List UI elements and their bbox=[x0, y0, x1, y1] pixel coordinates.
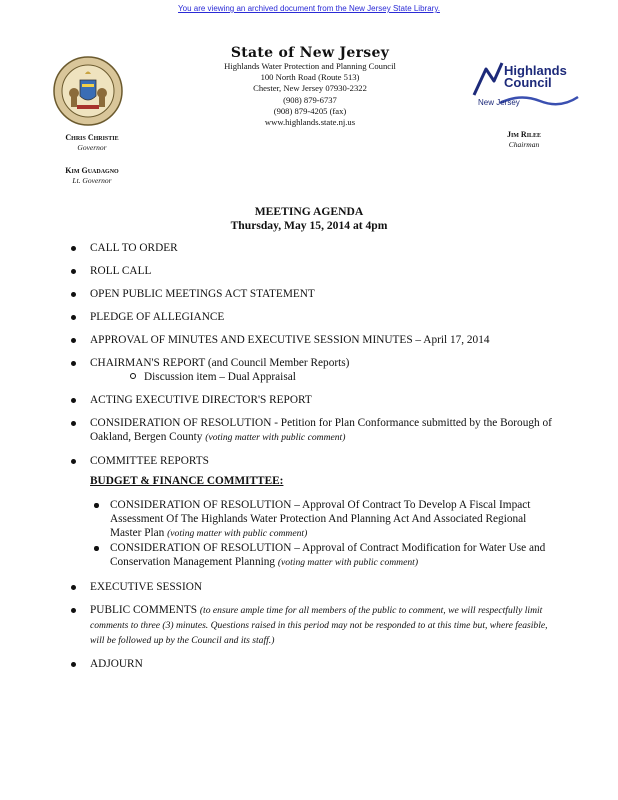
agenda-item bbox=[66, 264, 556, 278]
agenda-title: MEETING AGENDA bbox=[254, 205, 364, 218]
agenda-item-text: ROLL CALL bbox=[90, 265, 152, 277]
agenda-item bbox=[66, 356, 556, 384]
bullet-icon bbox=[71, 662, 76, 667]
agenda-item bbox=[66, 393, 556, 407]
bullet-icon bbox=[71, 292, 76, 297]
agenda-list bbox=[66, 241, 556, 680]
bullet-icon bbox=[71, 459, 76, 464]
sub-item-text: Discussion item – Dual Appraisal bbox=[144, 371, 296, 383]
sub-item bbox=[90, 541, 556, 570]
lt-governor-name: Kim Guadagno bbox=[65, 166, 119, 175]
agenda-item-text: CONSIDERATION OF RESOLUTION - Petition for Plan Conformance submitted by the Borough of Oakland, Bergen County bbox=[90, 417, 552, 443]
sub-item bbox=[90, 370, 556, 384]
chairman-block bbox=[484, 130, 564, 150]
bullet-icon bbox=[71, 398, 76, 403]
agenda-item bbox=[66, 416, 556, 445]
bullet-icon bbox=[71, 315, 76, 320]
voting-note: (voting matter with public comment) bbox=[205, 432, 346, 443]
agenda-item-text: ACTING EXECUTIVE DIRECTOR'S REPORT bbox=[90, 394, 312, 406]
bullet-icon bbox=[71, 608, 76, 613]
budget-finance-heading: BUDGET & FINANCE COMMITTEE: bbox=[90, 475, 284, 487]
agenda-heading bbox=[0, 205, 618, 232]
bullet-icon bbox=[71, 269, 76, 274]
sub-item-text: CONSIDERATION OF RESOLUTION – Approval Of Contract To Develop A Fiscal Impact Assessment Of The Highlands Water Protection And Planning Act And Associated Regional Master Plan bbox=[110, 499, 531, 539]
agenda-item bbox=[66, 287, 556, 301]
agenda-item bbox=[66, 580, 556, 594]
logo-line-2: Council bbox=[504, 75, 552, 90]
logo-subtitle: New Jersey bbox=[478, 98, 520, 107]
bullet-icon bbox=[71, 246, 76, 251]
sub-item bbox=[90, 498, 556, 541]
agenda-item-text: CHAIRMAN'S REPORT (and Council Member Reports) bbox=[90, 357, 350, 369]
logo-text bbox=[504, 65, 567, 89]
agenda-item-text: PLEDGE OF ALLEGIANCE bbox=[90, 311, 225, 323]
state-title: State of New Jersey bbox=[230, 45, 390, 61]
agenda-item-text: EXECUTIVE SESSION bbox=[90, 581, 203, 593]
bullet-icon bbox=[71, 338, 76, 343]
agenda-item bbox=[66, 333, 556, 347]
meeting-date: Thursday, May 15, 2014 at 4pm bbox=[230, 218, 388, 232]
address-line-1: 100 North Road (Route 513) bbox=[260, 72, 360, 83]
bullet-icon bbox=[71, 421, 76, 426]
sub-item-text: CONSIDERATION OF RESOLUTION – Approval of Contract Modification for Water Use and Conservation Management Planning bbox=[110, 542, 546, 568]
logo-line-1: Highlands bbox=[504, 63, 567, 78]
address-line-2: Chester, New Jersey 07930-2322 bbox=[253, 83, 367, 94]
phone: (908) 879-6737 bbox=[283, 94, 337, 105]
public-comments-note: (to ensure ample time for all members of the public to comment, we will respectfully limit comments to three (3) minutes. Questions raised in this period may not be responded to at this time but, where feasible, will be followed up by the Council and its staff.) bbox=[90, 605, 548, 646]
bullet-icon bbox=[71, 361, 76, 366]
governor-name: Chris Christie bbox=[65, 133, 119, 142]
governor-title: Governor bbox=[77, 143, 107, 152]
lt-governor-block bbox=[52, 166, 132, 186]
agenda-item bbox=[66, 657, 556, 671]
agenda-item-text: ADJOURN bbox=[90, 658, 143, 670]
agenda-item-text: COMMITTEE REPORTS bbox=[90, 455, 209, 467]
website-link[interactable]: www.highlands.state.nj.us bbox=[264, 117, 356, 128]
archive-banner-link[interactable]: You are viewing an archived document from the New Jersey State Library. bbox=[178, 4, 440, 13]
lt-governor-title: Lt. Governor bbox=[72, 176, 112, 185]
governor-block bbox=[52, 133, 132, 153]
nj-state-seal-icon bbox=[53, 56, 123, 126]
bullet-icon bbox=[94, 546, 99, 551]
bullet-icon bbox=[71, 585, 76, 590]
agenda-item bbox=[66, 603, 556, 648]
org-name: Highlands Water Protection and Planning Council bbox=[224, 61, 396, 71]
bullet-icon bbox=[94, 503, 99, 508]
chairman-name: Jim Rilee bbox=[506, 130, 542, 139]
chairman-title: Chairman bbox=[508, 140, 540, 149]
agenda-item-text: APPROVAL OF MINUTES AND EXECUTIVE SESSION MINUTES – April 17, 2014 bbox=[90, 334, 490, 346]
agenda-item-text: CALL TO ORDER bbox=[90, 242, 178, 254]
letterhead bbox=[180, 45, 440, 128]
budget-sub-list bbox=[90, 498, 556, 570]
voting-note: (voting matter with public comment) bbox=[277, 557, 419, 568]
agenda-item bbox=[66, 241, 556, 255]
agenda-item-text: PUBLIC COMMENTS bbox=[90, 604, 200, 616]
agenda-item bbox=[66, 310, 556, 324]
circle-bullet-icon bbox=[130, 373, 136, 379]
voting-note: (voting matter with public comment) bbox=[167, 528, 308, 539]
fax: (908) 879-4205 (fax) bbox=[273, 105, 347, 116]
agenda-item bbox=[66, 454, 556, 570]
agenda-item-text: OPEN PUBLIC MEETINGS ACT STATEMENT bbox=[90, 288, 315, 300]
